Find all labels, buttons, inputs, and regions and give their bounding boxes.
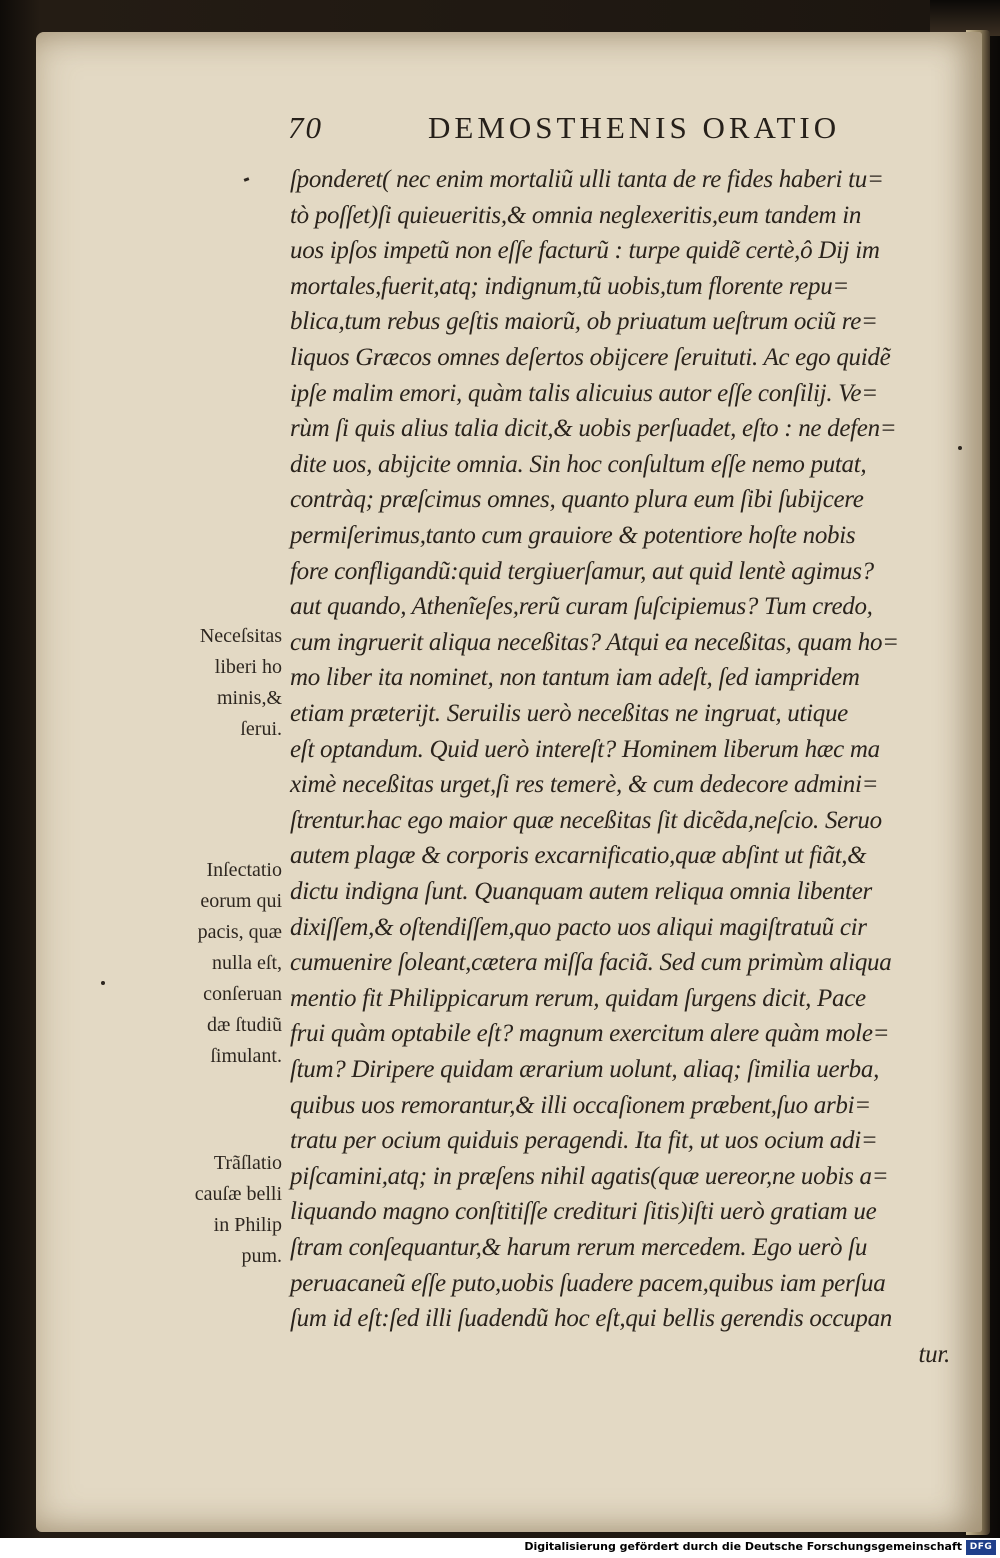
text-line: tur. bbox=[918, 1340, 950, 1368]
margin-note-line: nulla eſt, bbox=[212, 952, 282, 974]
text-line: piſcamini,atq; in præſens nihil agatis(quæ uereor,ne uobis a= bbox=[290, 1162, 889, 1190]
margin-note-line: Neceſsitas bbox=[199, 625, 282, 647]
text-line: ſponderet( nec enim mortaliũ ulli tanta de re fides haberi tu= bbox=[290, 166, 884, 193]
text-line: blica,tum rebus geſtis maiorũ, ob priuatum ueſtrum ociũ re= bbox=[290, 308, 878, 336]
text-line: rùm ſi quis alius talia dicit,& uobis perſuadet, eſto : ne defen= bbox=[290, 415, 897, 443]
text-line: dixiſſem,& oſtendiſſem,quo pacto uos aliqui magiſtratuũ cir bbox=[290, 913, 867, 941]
margin-note-line: Inſectatio bbox=[206, 859, 282, 881]
text-line: liquando magno conſtitiſſe credituri ſitis)iſti uerò gratiam ue bbox=[290, 1198, 877, 1226]
margin-note-line: ſerui. bbox=[240, 718, 282, 740]
text-line: liquos Græcos omnes deſertos obijcere ſeruituti. Ac ego quidẽ bbox=[290, 344, 891, 371]
text-line: etiam præterijt. Seruilis uerò neceßitas ne ingruat, utique bbox=[290, 700, 848, 727]
text-line: eſt optandum. Quid uerò intereſt? Hominem liberum hæc ma bbox=[290, 735, 880, 763]
book-corner-edge bbox=[930, 0, 1000, 36]
margin-note-line: eorum qui bbox=[200, 890, 282, 912]
margin-note-line: pacis, quæ bbox=[197, 921, 282, 943]
text-line: mortales,fuerit,atq; indignum,tũ uobis,tum florente repu= bbox=[290, 272, 849, 300]
text-line: ipſe malim emori, quàm talis alicuius autor eſſe conſilij. Ve= bbox=[290, 379, 878, 407]
margin-note-line: cauſæ belli bbox=[194, 1183, 282, 1205]
text-line: cum ingruerit aliqua neceßitas? Atqui ea neceßitas, quam ho= bbox=[290, 628, 899, 656]
page-number: 70 bbox=[288, 110, 323, 145]
text-line: ſtrentur.hac ego maior quæ neceßitas ſit dicẽda,neſcio. Seruo bbox=[290, 806, 882, 834]
margin-note-line: pum. bbox=[241, 1245, 282, 1267]
text-line: cumuenire ſoleant,cætera miſſa faciã. Sed cum primùm aliqua bbox=[290, 949, 892, 977]
text-line: mentio fit Philippicarum rerum, quidam ſurgens dicit, Pace bbox=[290, 984, 866, 1012]
text-line: dite uos, abijcite omnia. Sin hoc conſultum eſſe nemo putat, bbox=[290, 450, 867, 478]
text-line: peruacaneũ eſſe puto,uobis ſuadere pacem,quibus iam perſua bbox=[290, 1269, 886, 1297]
text-line: ſtram conſequantur,& harum rerum mercedem. Ego uerò ſu bbox=[290, 1234, 868, 1261]
text-line: permiſerimus,tanto cum grauiore & potentiore hoſte nobis bbox=[290, 522, 856, 549]
ink-dot bbox=[101, 981, 105, 985]
text-line: tratu per ocium quiduis peragendi. Ita fit, ut uos ocium adi= bbox=[290, 1127, 878, 1155]
text-line: aut quando, Athenĩeſes,rerũ curam ſuſcipiemus? Tum credo, bbox=[290, 593, 873, 621]
text-line: ſtum? Diripere quidam ærarium uolunt, aliaq; ſimilia uerba, bbox=[290, 1056, 880, 1083]
margin-note-line: in Philip bbox=[213, 1214, 282, 1236]
text-line: fore confligandũ:quid tergiuerſamur, aut quid lentè agimus? bbox=[290, 557, 874, 585]
digitization-credit: Digitalisierung gefördert durch die Deutsche Forschungsgemeinschaft bbox=[524, 1540, 962, 1553]
text-line: ximè neceßitas urget,ſi res temerè, & cum dedecore admini= bbox=[290, 771, 879, 799]
margin-note-line: dæ ſtudiũ bbox=[206, 1014, 282, 1036]
text-line: contràq; præſcimus omnes, quanto plura eum ſibi ſubijcere bbox=[290, 486, 864, 514]
ink-dot bbox=[958, 446, 962, 450]
text-line: frui quàm optabile eſt? magnum exercitum alere quàm mole= bbox=[290, 1020, 890, 1048]
text-line: ſum id eſt:ſed illi ſuadendũ hoc eſt,qui bellis gerendis occupan bbox=[290, 1305, 892, 1333]
margin-note-line: conſeruan bbox=[203, 983, 282, 1005]
margin-note-line: ſimulant. bbox=[210, 1045, 282, 1067]
text-line: uos ipſos impetũ non eſſe facturũ : turpe quidẽ certè,ô Dij im bbox=[290, 237, 880, 265]
dfg-logo: DFG bbox=[966, 1540, 996, 1555]
text-line: autem plagæ & corporis excarnificatio,quæ abſint ut fiãt,& bbox=[290, 842, 867, 870]
text-line: mo liber ita nominet, non tantum iam adeſt, ſed iampridem bbox=[290, 664, 860, 692]
text-line: tò poſſet)ſi quieueritis,& omnia neglexeritis,eum tandem in bbox=[290, 201, 862, 229]
text-line: dictu indigna ſunt. Quanquam autem reliqua omnia libenter bbox=[290, 878, 872, 905]
page-header bbox=[288, 110, 948, 150]
margin-note-line: liberi ho bbox=[214, 656, 282, 678]
text-line: quibus uos remorantur,& illi occaſionem præbent,ſuo arbi= bbox=[290, 1091, 871, 1119]
margin-note-line: Trãſlatio bbox=[213, 1152, 282, 1174]
margin-note-line: minis,& bbox=[216, 687, 282, 709]
running-title: DEMOSTHENIS ORATIO bbox=[428, 110, 841, 145]
